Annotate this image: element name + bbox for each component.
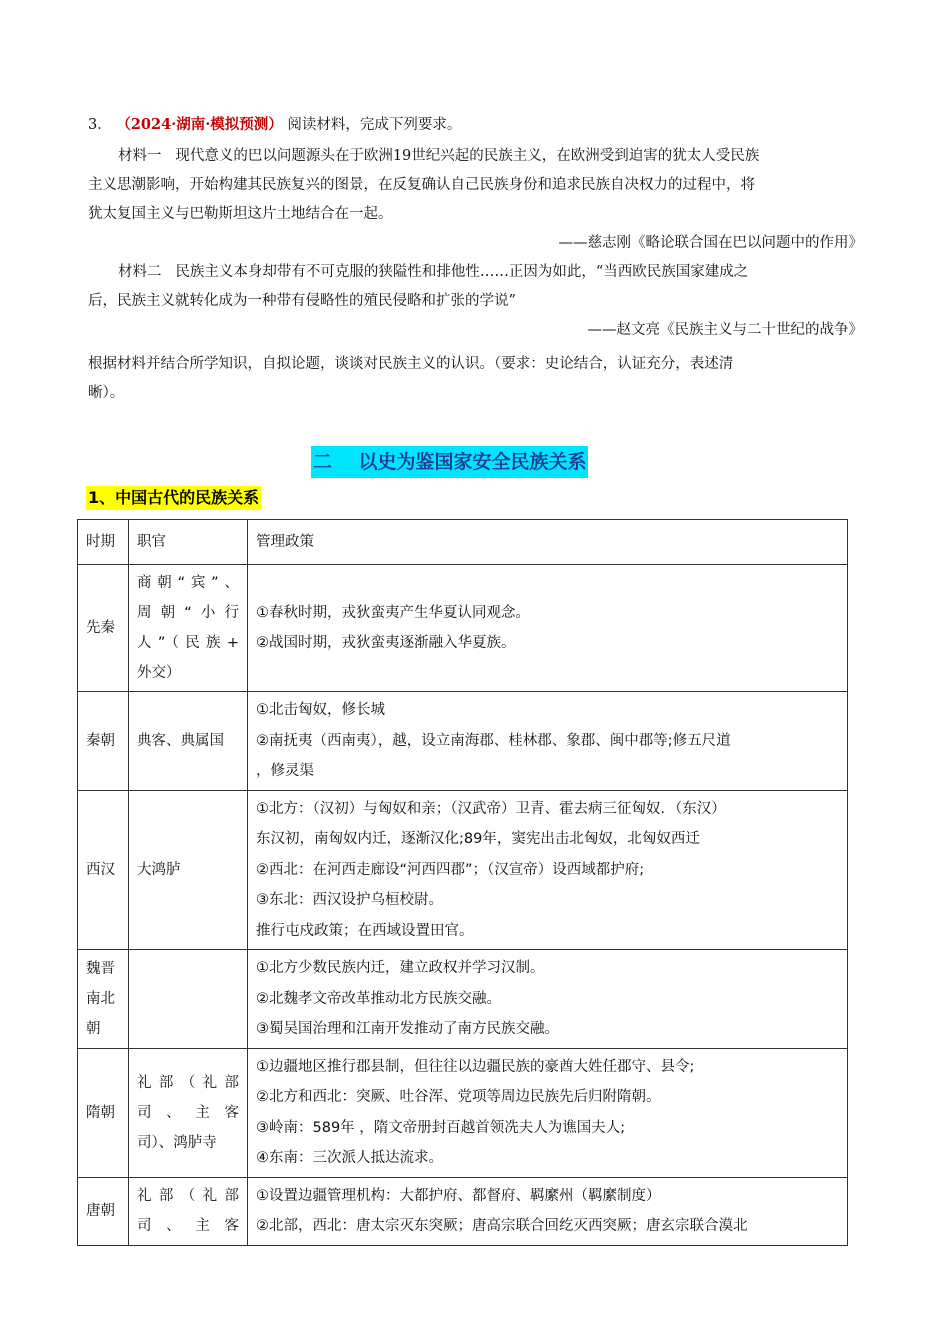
header-period: 时期 — [78, 520, 129, 565]
header-policy: 管理政策 — [248, 520, 848, 565]
task-line: 晰）。 — [88, 385, 125, 401]
material-one-attribution: ——慈志刚《略论联合国在巴以问题中的作用》 — [558, 235, 863, 251]
header-office: 职官 — [129, 520, 248, 565]
row-policy: ①北方少数民族内迁，建立政权并学习汉制。 ②北魏孝文帝改革推动北方民族交融。 ③蜀吴国治理和江南开发推动了南方民族交融。 — [248, 950, 848, 1049]
material-one-label: 材料一 — [118, 148, 162, 164]
material-two-label: 材料二 — [118, 264, 162, 280]
material-two-attribution: ——赵文亮《民族主义与二十世纪的战争》 — [587, 322, 863, 338]
section-title: 二 以史为鉴国家安全民族关系 — [311, 446, 588, 478]
material-two-line: 民族主义本身却带有不可克服的狭隘性和排他性……正因为如此，“当西欧民族国家建成之 — [175, 264, 749, 280]
question-number: 3． — [88, 117, 112, 133]
row-office: 典客、典属国 — [129, 692, 248, 791]
material-two-line: 后，民族主义就转化成为一种带有侵略性的殖民侵略和扩张的学说” — [88, 293, 516, 309]
ethnic-relations-table — [77, 519, 848, 1246]
row-period: 西汉 — [78, 790, 129, 950]
row-office: 商朝“宾”、 周朝“小行 人”（民族+ 外交） — [129, 565, 248, 692]
table-row — [78, 692, 848, 791]
table-row — [78, 565, 848, 692]
task-instruction — [88, 350, 853, 408]
table-row — [78, 1177, 848, 1245]
material-one-line: 现代意义的巴以问题源头在于欧洲19世纪兴起的民族主义，在欧洲受到迫害的犹太人受民族 — [175, 148, 760, 164]
row-period: 魏晋 南北 朝 — [78, 950, 129, 1049]
row-period: 先秦 — [78, 565, 129, 692]
row-office — [129, 950, 248, 1049]
subsection-title: 1、中国古代的民族关系 — [86, 486, 261, 510]
table-row — [78, 790, 848, 950]
material-two — [88, 258, 863, 345]
row-period: 唐朝 — [78, 1177, 129, 1245]
row-office: 大鸿胪 — [129, 790, 248, 950]
row-period: 秦朝 — [78, 692, 129, 791]
table-row — [78, 1048, 848, 1177]
question-source: （2024·湖南·模拟预测） — [116, 116, 283, 133]
row-policy: ①边疆地区推行郡县制，但往往以边疆民族的豪酋大姓任郡守、县令; ②北方和西北：突厥、吐谷浑、党项等周边民族先后归附隋朝。 ③岭南：589年 ，隋文帝册封百越首领冼夫人为谯国夫人; ④东南：三次派人抵达流求。 — [248, 1048, 848, 1177]
material-one-line: 犹太复国主义与巴勒斯坦这片土地结合在一起。 — [88, 206, 393, 222]
table-row — [78, 950, 848, 1049]
material-one-line: 主义思潮影响，开始构建其民族复兴的图景，在反复确认自己民族身份和追求民族自决权力的过程中，将 — [88, 177, 755, 193]
table-header-row — [78, 520, 848, 565]
row-office: 礼部（礼部 司、主客 司）、鸿胪寺 — [129, 1048, 248, 1177]
question-prompt: 阅读材料，完成下列要求。 — [287, 117, 462, 133]
row-policy: ①春秋时期，戎狄蛮夷产生华夏认同观念。 ②战国时期，戎狄蛮夷逐渐融入华夏族。 — [248, 565, 848, 692]
row-policy: ①设置边疆管理机构：大都护府、都督府、羁縻州（羁縻制度） ②北部，西北：唐太宗灭东突厥；唐高宗联合回纥灭西突厥；唐玄宗联合漠北 — [248, 1177, 848, 1245]
question-header — [88, 114, 863, 136]
task-line: 根据材料并结合所学知识，自拟论题，谈谈对民族主义的认识。（要求：史论结合，认证充分，表述清 — [88, 356, 734, 372]
row-policy: ①北方：（汉初）与匈奴和亲；（汉武帝）卫青、霍去病三征匈奴．（东汉） 东汉初，南匈奴内迁，逐渐汉化;89年，窦宪出击北匈奴，北匈奴西迁 ②西北：在河西走廊设“河西四郡”；（汉宣帝）设西域都护府; ③东北：西汉设护乌桓校尉。 推行屯戍政策；在西域设置田官。 — [248, 790, 848, 950]
row-period: 隋朝 — [78, 1048, 129, 1177]
row-policy: ①北击匈奴，修长城 ②南抚夷（西南夷），越，设立南海郡、桂林郡、象郡、闽中郡等;修五尺道 ，修灵渠 — [248, 692, 848, 791]
row-office: 礼部（礼部 司、主客 — [129, 1177, 248, 1245]
material-one — [88, 142, 863, 258]
